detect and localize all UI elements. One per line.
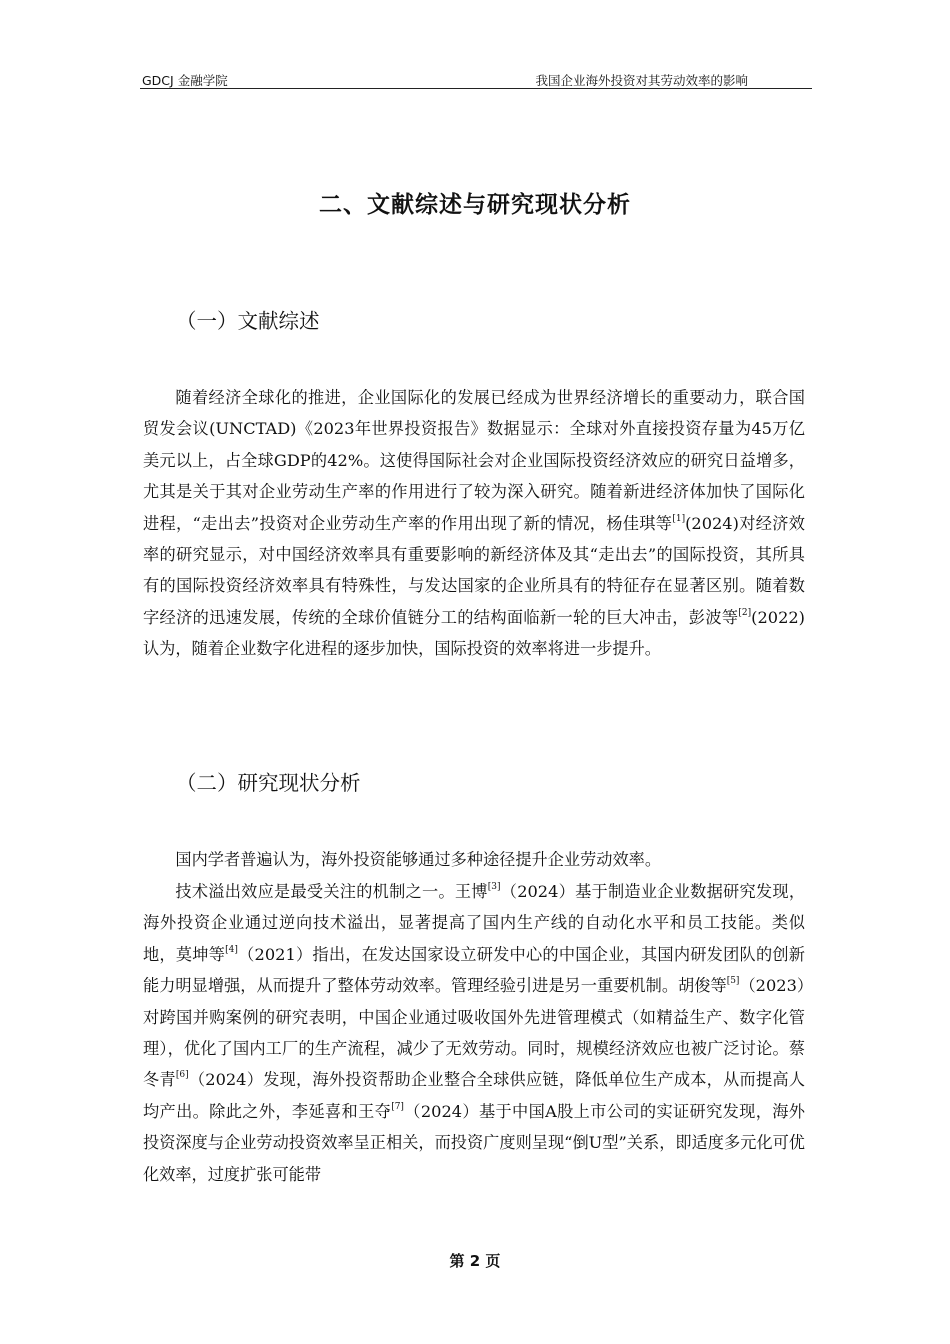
literature-review-paragraph (143, 382, 805, 665)
chapter-title: 二、文献综述与研究现状分析 (319, 192, 631, 218)
research-status-paragraph-intro: 国内学者普遍认为，海外投资能够通过多种途径提升企业劳动效率。 (175, 850, 662, 869)
text-run: （2024）基于中国A股上市公司的实证研究发现，海外投资深度与企业劳动投资效率呈正相关，而投资广度则呈现“倒U型”关系，即适度多元化可优化效率，过度扩张可能带 (143, 1101, 805, 1184)
text-run: 技术溢出效应是最受关注的机制之一。王博 (175, 882, 488, 901)
research-status-paragraph-mechanisms (143, 876, 805, 1190)
running-header (140, 70, 812, 89)
citation-ref: [5] (726, 976, 740, 987)
citation-ref: [4] (225, 944, 238, 955)
text-run: 随着经济全球化的推进，企业国际化的发展已经成为世界经济增长的重要动力，联合国贸发会议(UNCTAD)《2023年世界投资报告》数据显示：全球对外直接投资存量为45万亿美元以上，占全球GDP的42%。这使得国际社会对企业国际投资经济效应的研究日益增多，尤其是关于其对企业劳动生产率的作用进行了较为深入研究。随着新进经济体加快了国际化进程，“走出去”投资对企业劳动生产率的作用出现了新的情况，杨佳琪等 (143, 388, 805, 533)
citation-ref: [2] (738, 607, 752, 618)
text-run: （2023）对跨国并购案例的研究表明，中国企业通过吸收国外先进管理模式（如精益生产、数字化管理），优化了国内工厂的生产流程，减少了无效劳动。同时，规模经济效应也被广泛讨论。蔡冬青 (143, 976, 805, 1090)
text-run: (2022)认为，随着企业数字化进程的逐步加快，国际投资的效率将进一步提升。 (143, 607, 805, 659)
text-run: (2024)对经济效率的研究显示，对中国经济效率具有重要影响的新经济体及其“走出去”的国际投资，其所具有的国际投资经济效率具有特殊性，与发达国家的企业所具有的特征存在显著区别。随着数字经济的迅速发展，传统的全球价值链分工的结构面临新一轮的巨大冲击，彭波等 (143, 513, 805, 627)
citation-ref: [7] (391, 1101, 404, 1112)
text-run: （2024）发现，海外投资帮助企业整合全球供应链，降低单位生产成本，从而提高人均产出。除此之外，李延喜和王夺 (143, 1070, 805, 1121)
citation-ref: [3] (487, 882, 501, 892)
header-paper-title: 我国企业海外投资对其劳动效率的影响 (535, 73, 748, 88)
page-number: 第 2 页 (449, 1252, 501, 1270)
text-run: （2024）基于制造业企业数据研究发现，海外投资企业通过逆向技术溢出，显著提高了国内生产线的自动化水平和员工技能。类似地，莫坤等 (143, 882, 806, 964)
citation-ref: [1] (672, 513, 686, 524)
text-run: （2021）指出，在发达国家设立研发中心的中国企业，其国内研发团队的创新能力明显增强，从而提升了整体劳动效率。管理经验引进是另一重要机制。胡俊等 (143, 944, 805, 996)
header-institution: GDCJ 金融学院 (142, 73, 228, 88)
section-heading-literature-review: （一）文献综述 (176, 309, 320, 333)
citation-ref: [6] (175, 1070, 189, 1081)
section-heading-research-status: （二）研究现状分析 (176, 771, 361, 795)
